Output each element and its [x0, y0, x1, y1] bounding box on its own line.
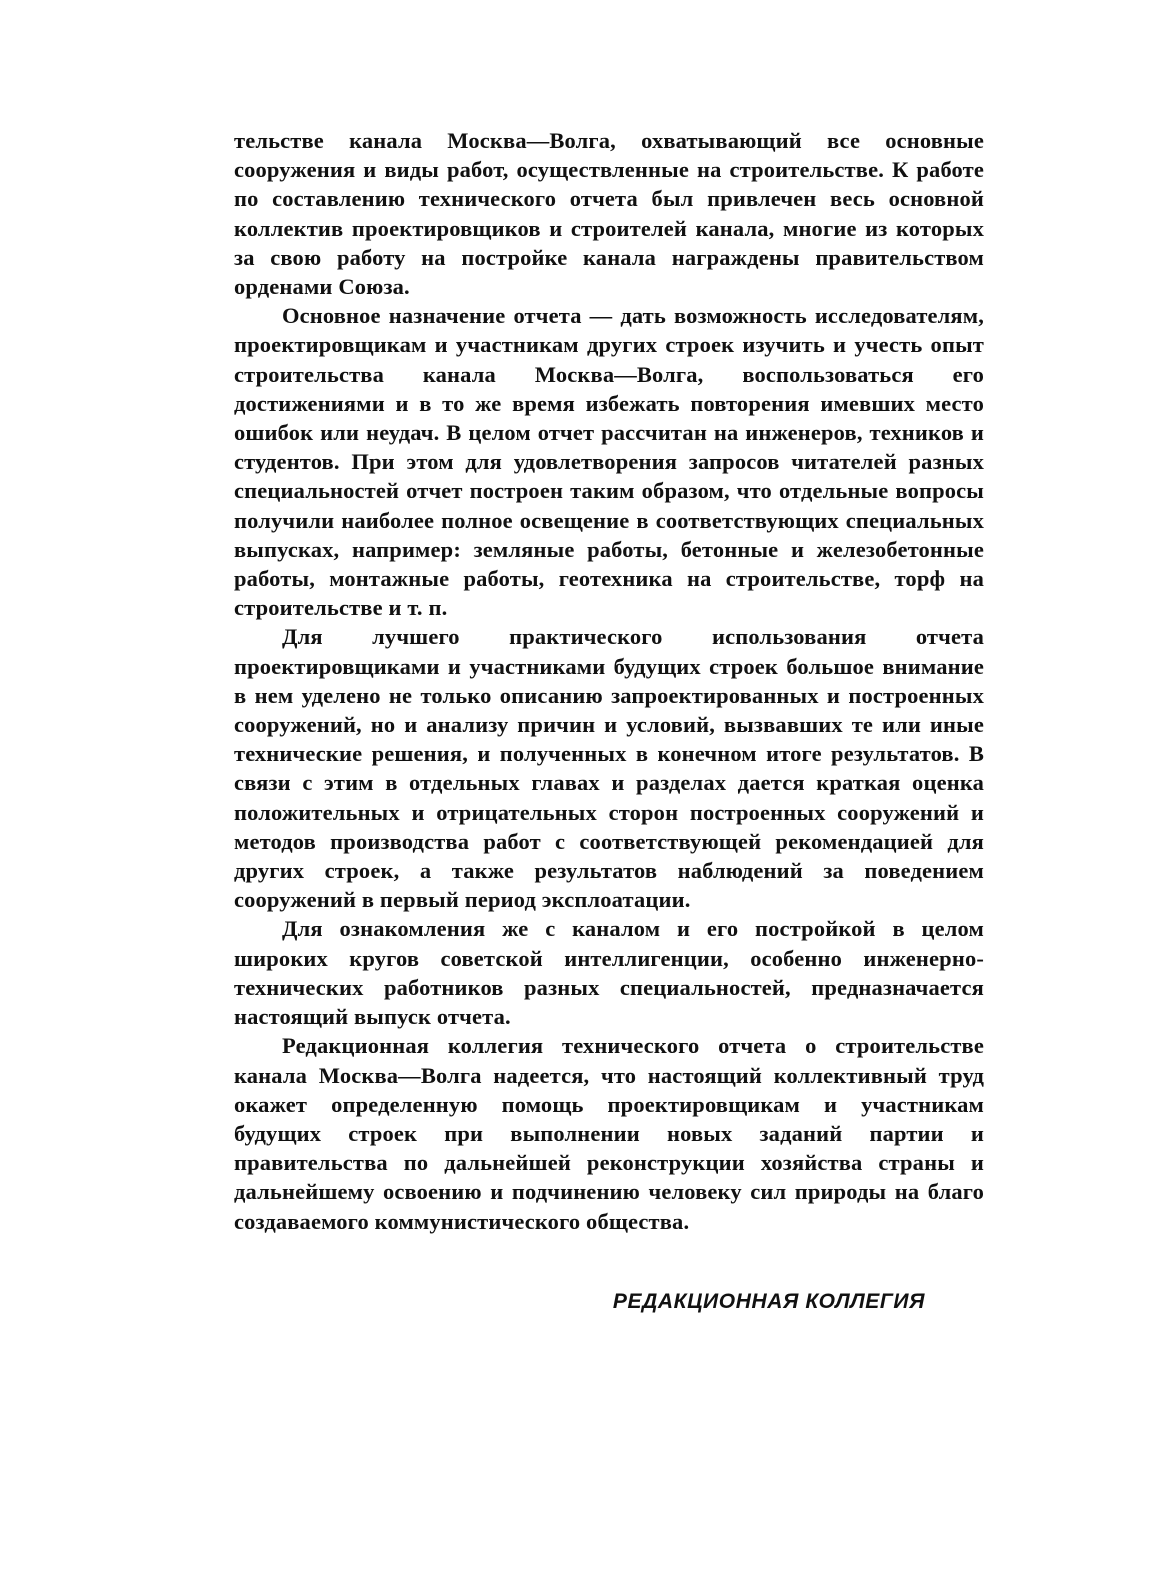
- paragraph-general-audience: Для ознакомления же с каналом и его постройкой в целом широких кругов советской интеллигенции, особенно инженерно-технических работников разных специальностей, предназначается настоящий выпуск отчета.: [234, 916, 984, 1030]
- body-text: [234, 126, 984, 1236]
- editorial-board-signature: РЕДАКЦИОННАЯ КОЛЛЕГИЯ: [612, 1290, 925, 1313]
- paragraph-continuation: тельстве канала Москва—Волга, охватывающий все основные сооружения и виды работ, осуществленные на строительстве. К работе по составлению технического отчета был привлечен весь основной коллектив проектировщиков и строителей канала, многие из которых за свою работу на постройке канала награждены правительством орденами Союза.: [234, 128, 984, 300]
- paragraph-purpose: Основное назначение отчета — дать возможность исследователям, проектировщикам и участникам других строек изучить и учесть опыт строительства канала Москва—Волга, воспользоваться его достижениями и в то же время избежать повторения имевших место ошибок или неудач. В целом отчет рассчитан на инженеров, техников и студентов. При этом для удовлетворения запросов читателей разных специальностей отчет построен таким образом, что отдельные вопросы получили наиболее полное освещение в соответствующих специальных выпусках, например: земляные работы, бетонные и железобетонные работы, монтажные работы, геотехника на строительстве, торф на строительстве и т. п.: [234, 303, 984, 621]
- paragraph-practical-use: Для лучшего практического использования отчета проектировщиками и участниками будущих строек большое внимание в нем уделено не только описанию запроектированных и построенных сооружений, но и анализу причин и условий, вызвавших те или иные технические решения, и полученных в конечном итоге результатов. В связи с этим в отдельных главах и разделах дается краткая оценка положительных и отрицательных сторон построенных сооружений и методов производства работ с соответствующей рекомендацией для других строек, а также результатов наблюдений за поведением сооружений в первый период эксплоатации.: [234, 624, 984, 913]
- paragraph-editorial-hope: Редакционная коллегия технического отчета о строительстве канала Москва—Волга надеется, что настоящий коллективный труд окажет определенную помощь проектировщикам и участникам будущих строек при выполнении новых заданий партии и правительства по дальнейшей реконструкции хозяйства страны и дальнейшему освоению и подчинению человеку сил природы на благо создаваемого коммунистического общества.: [234, 1033, 984, 1234]
